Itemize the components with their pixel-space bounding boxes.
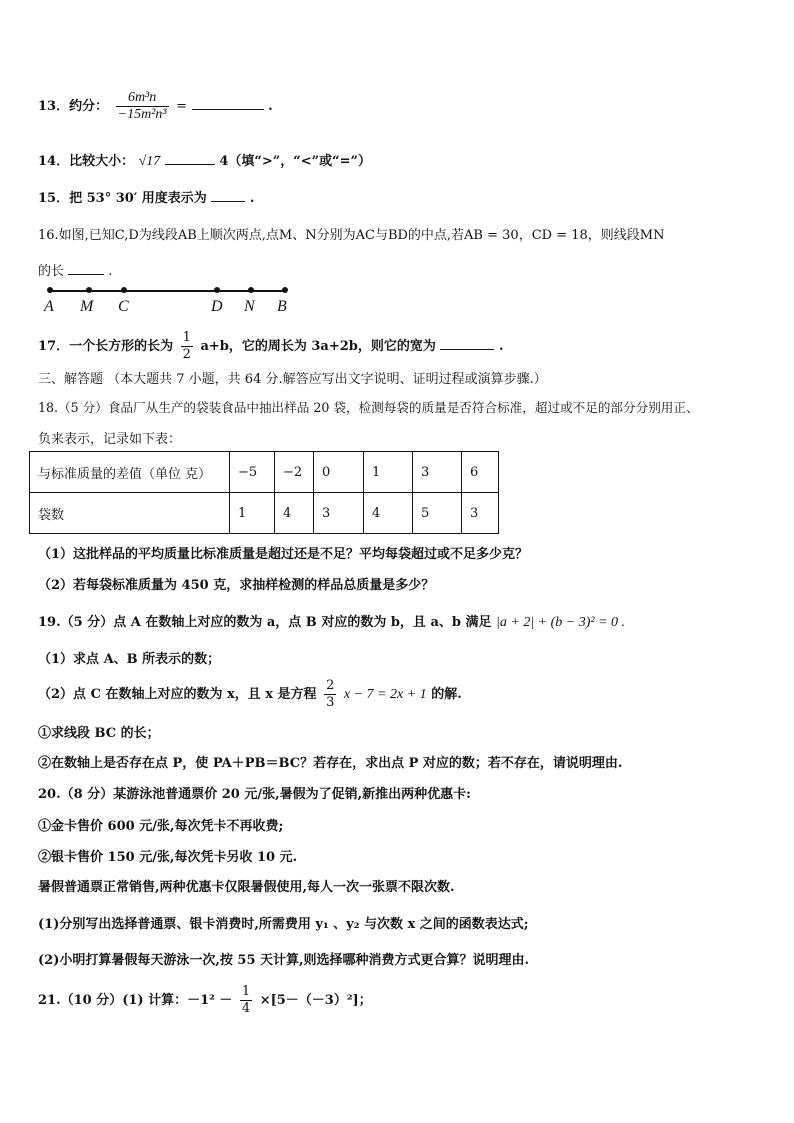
question-21 bbox=[38, 984, 372, 1017]
q14-suffix: 4（填“>”，“<”或“=”） bbox=[219, 154, 371, 169]
question-20-item-2: ②银卡售价 150 元/张,每次凭卡另收 10 元. bbox=[38, 850, 298, 865]
question-16-line-2 bbox=[38, 260, 112, 279]
table-row bbox=[30, 493, 499, 534]
table-cell: 4 bbox=[364, 493, 413, 534]
q13-numerator: 6m³n bbox=[116, 90, 169, 107]
q14-prefix: 14．比较大小： bbox=[38, 154, 135, 169]
table-header-cell: 与标准质量的差值（单位 克） bbox=[30, 452, 230, 493]
point-c-label: C bbox=[118, 298, 129, 315]
point-n-dot bbox=[248, 287, 254, 293]
q14-answer-blank bbox=[165, 152, 215, 165]
point-d-dot bbox=[214, 287, 220, 293]
question-19-sub-2 bbox=[38, 678, 462, 711]
table-cell: 0 bbox=[314, 452, 364, 493]
table-cell: 3 bbox=[462, 493, 499, 534]
section-3-heading: 三、解答题 （本大题共 7 小题，共 64 分.解答应写出文字说明、证明过程或演算步骤.） bbox=[38, 372, 547, 387]
q13-fraction bbox=[116, 90, 169, 123]
point-n-label: N bbox=[244, 298, 255, 315]
q17-answer-blank bbox=[440, 337, 494, 350]
table-cell: −2 bbox=[275, 452, 314, 493]
question-20-line-1: 20.（8 分）某游泳池普通票价 20 元/张,暑假为了促销,新推出两种优惠卡: bbox=[38, 787, 471, 802]
q15-answer-blank bbox=[211, 189, 245, 202]
question-20-sub-2: (2)小明打算暑假每天游泳一次,按 55 天计算,则选择哪种消费方式更合算？说明理由. bbox=[38, 953, 530, 968]
q19-sub2-prefix: （2）点 C 在数轴上对应的数为 x，且 x 是方程 bbox=[38, 687, 317, 702]
question-18-line-2: 负来表示，记录如下表： bbox=[38, 432, 182, 447]
point-b-label: B bbox=[277, 298, 287, 315]
q21-fraction bbox=[240, 984, 252, 1017]
point-d-label: D bbox=[211, 298, 223, 315]
q13-equals: = bbox=[176, 99, 188, 114]
point-c-dot bbox=[121, 287, 127, 293]
question-19-line-1 bbox=[38, 611, 625, 631]
q19-numerator: 2 bbox=[326, 678, 335, 693]
q19-condition: |a + 2| + (b − 3)² = 0 . bbox=[496, 615, 626, 630]
q17-fraction bbox=[181, 330, 193, 363]
table-cell: 6 bbox=[462, 452, 499, 493]
q13-denominator: −15m²n³ bbox=[117, 107, 167, 122]
q19-sub2-suffix: 的解. bbox=[431, 687, 462, 702]
question-18-sub-2: （2）若每袋标准质量为 450 克，求抽样检测的样品总质量是多少？ bbox=[38, 578, 435, 593]
q18-table bbox=[29, 451, 499, 534]
q19-line1: 19.（5 分）点 A 在数轴上对应的数为 a，点 B 对应的数为 b，且 a、b 满足 bbox=[38, 615, 492, 630]
point-a-dot bbox=[47, 287, 53, 293]
q16-answer-blank bbox=[68, 262, 104, 275]
question-18-sub-1: （1）这批样品的平均质量比标准质量是超过还是不足？平均每袋超过或不足多少克？ bbox=[38, 547, 529, 562]
q21-numerator: 1 bbox=[241, 984, 251, 999]
q16-suffix: . bbox=[108, 264, 113, 279]
table-cell: 1 bbox=[230, 493, 275, 534]
question-19-sub-1: （1）求点 A、B 所表示的数； bbox=[38, 652, 221, 667]
question-20-line-4: 暑假普通票正常销售,两种优惠卡仅限暑假使用,每人一次一张票不限次数. bbox=[38, 880, 455, 895]
table-cell: 1 bbox=[364, 452, 413, 493]
q21-prefix: 21.（10 分）(1) 计算：－1² － bbox=[38, 993, 233, 1008]
point-b-dot bbox=[282, 287, 288, 293]
table-row bbox=[30, 452, 499, 493]
q13-suffix: . bbox=[268, 99, 273, 114]
question-16-line-1: 16.如图,已知C,D为线段AB上顺次两点,点M、N分别为AC与BD的中点,若AB = 30，CD = 18，则线段MN bbox=[38, 228, 665, 243]
table-header-cell: 袋数 bbox=[30, 493, 230, 534]
point-m-label: M bbox=[80, 298, 94, 315]
table-cell: −5 bbox=[230, 452, 275, 493]
q17-prefix: 17．一个长方形的长为 bbox=[38, 339, 174, 354]
q17-mid: a+b，它的周长为 3a+2b，则它的宽为 bbox=[200, 339, 436, 354]
question-20-item-1: ①金卡售价 600 元/张,每次凭卡不再收费; bbox=[38, 819, 284, 834]
question-13 bbox=[38, 90, 273, 123]
table-cell: 3 bbox=[314, 493, 364, 534]
table-cell: 4 bbox=[275, 493, 314, 534]
question-20-sub-1: (1)分别写出选择普通票、银卡消费时,所需费用 y₁ 、y₂ 与次数 x 之间的函数表达式; bbox=[38, 917, 529, 932]
q14-root: √17 bbox=[138, 154, 161, 169]
q17-numerator: 1 bbox=[182, 330, 191, 345]
question-15 bbox=[38, 187, 254, 206]
table-cell: 5 bbox=[413, 493, 462, 534]
question-19-item-1: ①求线段 BC 的长； bbox=[38, 726, 160, 741]
table-cell: 3 bbox=[413, 452, 462, 493]
q19-denominator: 3 bbox=[326, 695, 335, 710]
point-m-dot bbox=[86, 287, 92, 293]
question-18-line-1: 18.（5 分）食品厂从生产的袋装食品中抽出样品 20 袋，检测每袋的质量是否符合标准，超过或不足的部分分别用正、 bbox=[38, 400, 699, 415]
q15-text: 15．把 53° 30′ 用度表示为 bbox=[38, 191, 207, 206]
q17-denominator: 2 bbox=[182, 347, 191, 362]
q13-answer-blank bbox=[192, 97, 264, 110]
q21-suffix: ×[5－（－3）²]； bbox=[259, 993, 372, 1008]
q19-fraction bbox=[324, 678, 336, 711]
question-14 bbox=[38, 150, 371, 170]
q21-denominator: 4 bbox=[241, 1001, 251, 1016]
q16-line2: 的长 bbox=[38, 264, 65, 279]
q17-suffix: . bbox=[498, 339, 504, 354]
point-a-label: A bbox=[44, 298, 54, 315]
q15-suffix: . bbox=[249, 191, 255, 206]
q19-equation: x − 7 = 2x + 1 bbox=[343, 687, 427, 702]
q13-prefix: 13．约分： bbox=[38, 99, 109, 114]
question-19-item-2: ②在数轴上是否存在点 P，使 PA＋PB＝BC？若存在，求出点 P 对应的数；若不存在，请说明理由. bbox=[38, 756, 623, 771]
question-17 bbox=[38, 330, 503, 363]
